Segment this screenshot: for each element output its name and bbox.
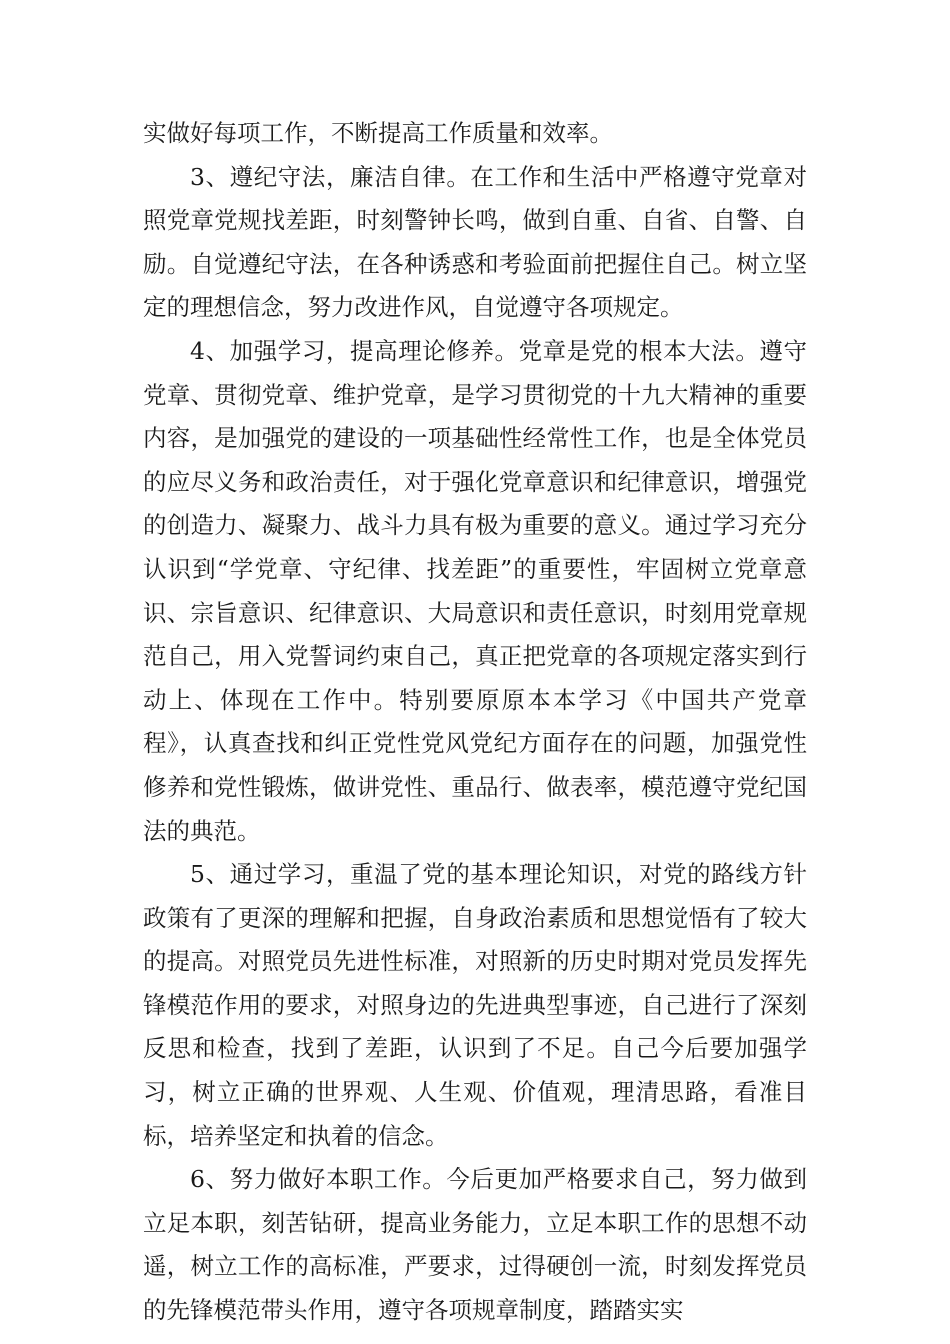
paragraph-6-work: 6、努力做好本职工作。今后更加严格要求自己，努力做到立足本职，刻苦钻研，提高业务能力，立足本职工作的思想不动遥，树立工作的高标准，严要求，过得硬创一流，时刻发挥党员的先锋模范带头作用，遵守各项规章制度，踏踏实实 xyxy=(143,1165,807,1325)
paragraph-4-study: 4、加强学习，提高理论修养。党章是党的根本大法。遵守党章、贯彻党章、维护党章，是学习贯彻党的十九大精神的重要内容，是加强党的建设的一项基础性经常性工作，也是全体党员的应尽义务和政治责任，对于强化党章意识和纪律意识，增强党的创造力、凝聚力、战斗力具有极为重要的意义。通过学习充分认识到“学党章、守纪律、找差距”的重要性，牢固树立党章意识、宗旨意识、纪律意识、大局意识和责任意识，时刻用党章规范自己，用入党誓词约束自己，真正把党章的各项规定落实到行动上、体现在工作中。特别要原原本本学习《中国共产党章程》，认真查找和纠正党性党风党纪方面存在的问题，加强党性修养和党性锻炼，做讲党性、重品行、做表率，模范遵守党纪国法的典范。 xyxy=(143,336,807,845)
paragraph-continuation: 实做好每项工作，不断提高工作质量和效率。 xyxy=(143,119,613,147)
paragraph-5-review: 5、通过学习，重温了党的基本理论知识，对党的路线方针政策有了更深的理解和把握，自身政治素质和思想觉悟有了较大的提高。对照党员先进性标准，对照新的历史时期对党员发挥先锋模范作用的要求，对照身边的先进典型事迹，自己进行了深刻反思和检查，找到了差距，认识到了不足。自己今后要加强学习，树立正确的世界观、人生观、价值观，理清思路，看准目标，培养坚定和执着的信念。 xyxy=(143,860,807,1150)
paragraph-3-discipline: 3、遵纪守法，廉洁自律。在工作和生活中严格遵守党章对照党章党规找差距，时刻警钟长鸣，做到自重、自省、自警、自励。自觉遵纪守法，在各种诱惑和考验面前把握住自己。树立坚定的理想信念，努力改进作风，自觉遵守各项规定。 xyxy=(143,162,807,322)
document-body xyxy=(143,112,807,1333)
